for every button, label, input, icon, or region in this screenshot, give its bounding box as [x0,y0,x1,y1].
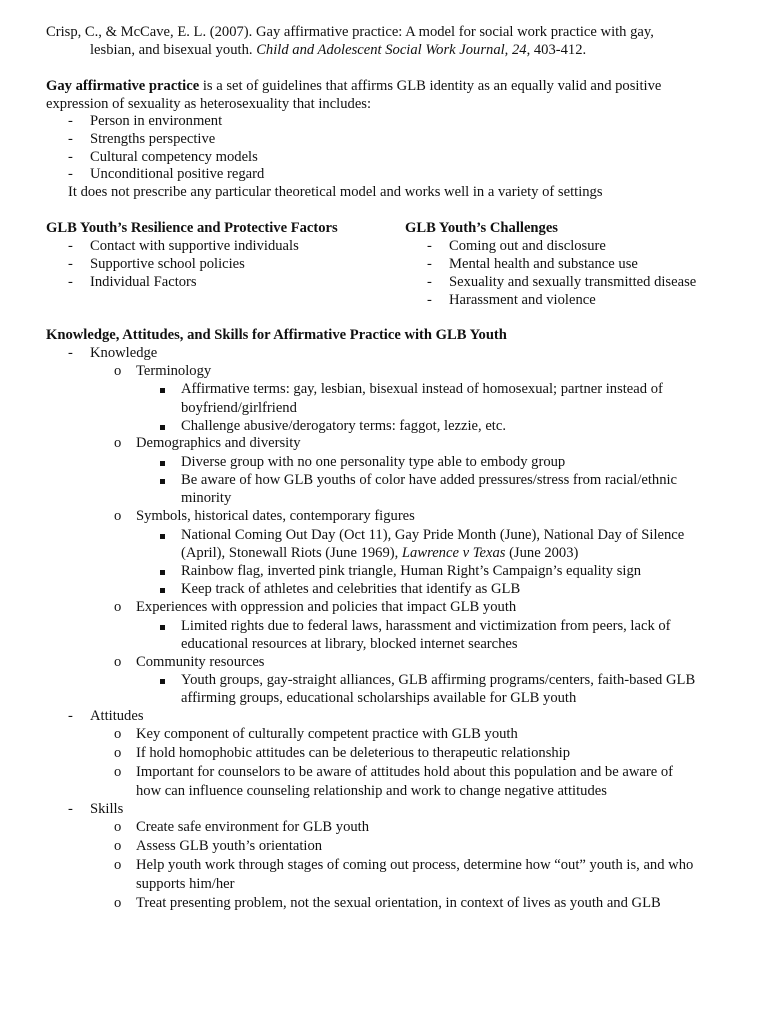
attitudes-item-3-line-2: how can influence counseling relationship and work to change negative attitudes [136,783,607,799]
circle-marker: o [114,895,122,911]
dash-marker: - [68,274,73,290]
dash-marker: - [427,256,432,272]
challenge-item: Mental health and substance use [449,256,638,272]
terminology-bullet-2: Challenge abusive/derogatory terms: faggot, lezzie, etc. [181,418,506,434]
circle-marker: o [114,726,122,742]
symbols-bullet-1-line-2 [181,545,578,563]
community-bullet-line-2: affirming groups, educational scholarships available for GLB youth [181,690,577,706]
dash-marker: - [68,131,73,147]
bullet-square [160,625,165,630]
skills-item-4: Treat presenting problem, not the sexual orientation, in context of lives as youth and GLB [136,895,661,911]
intro-term: Gay affirmative practice [46,78,200,94]
bullet-square [160,479,165,484]
demographics-bullet-2-line-1: Be aware of how GLB youths of color have added pressures/stress from racial/ethnic [181,472,678,488]
attitudes-item-3-line-1: Important for counselors to be aware of attitudes hold about this population and be aware of [136,764,673,780]
bullet-square [160,679,165,684]
circle-marker: o [114,508,122,524]
intro-item: Unconditional positive regard [90,166,265,182]
dash-marker: - [427,274,432,290]
symbols-bullet-3: Keep track of athletes and celebrities that identify as GLB [181,581,521,597]
resilience-heading: GLB Youth’s Resilience and Protective Factors [46,220,338,236]
intro-item: Person in environment [90,113,223,129]
dash-marker: - [68,345,73,361]
attitudes-item-2: If hold homophobic attitudes can be deleterious to therapeutic relationship [136,745,571,761]
kas-heading: Knowledge, Attitudes, and Skills for Affirmative Practice with GLB Youth [46,327,507,343]
challenge-item: Harassment and violence [449,292,596,308]
experiences-bullet-line-2: educational resources at library, blocked internet searches [181,636,518,652]
attitudes-label: Attitudes [90,708,144,724]
skills-item-1: Create safe environment for GLB youth [136,819,370,835]
attitudes-item-1: Key component of culturally competent practice with GLB youth [136,726,518,742]
bullet-square [160,425,165,430]
resilience-item: Individual Factors [90,274,197,290]
dash-marker: - [68,149,73,165]
intro-item: Strengths perspective [90,131,216,147]
experiences-bullet-line-1: Limited rights due to federal laws, harassment and victimization from peers, lack of [181,618,671,634]
citation-line-2 [90,42,586,60]
demographics-label: Demographics and diversity [136,435,301,451]
circle-marker: o [114,819,122,835]
circle-marker: o [114,654,122,670]
intro-note: It does not prescribe any particular theoretical model and works well in a variety of settings [68,184,603,200]
dash-marker: - [68,166,73,182]
demographics-bullet-2-line-2: minority [181,490,232,506]
dash-marker: - [68,801,73,817]
citation-title-end: lesbian, and bisexual youth. [90,42,257,58]
intro-line-1 [46,78,661,96]
symbols-dates: (April), Stonewall Riots (June 1969), [181,545,402,561]
circle-marker: o [114,838,122,854]
community-bullet-line-1: Youth groups, gay-straight alliances, GLB affirming programs/centers, faith-based GLB [181,672,696,688]
bullet-square [160,588,165,593]
circle-marker: o [114,764,122,780]
intro-item: Cultural competency models [90,149,258,165]
bullet-square [160,570,165,575]
bullet-square [160,461,165,466]
symbols-bullet-1-line-1: National Coming Out Day (Oct 11), Gay Pride Month (June), National Day of Silence [181,527,685,543]
dash-marker: - [68,256,73,272]
dash-marker: - [427,238,432,254]
dash-marker: - [68,113,73,129]
circle-marker: o [114,599,122,615]
circle-marker: o [114,857,122,873]
challenge-item: Sexuality and sexually transmitted disease [449,274,697,290]
skills-label: Skills [90,801,124,817]
resilience-item: Contact with supportive individuals [90,238,299,254]
terminology-bullet-1-line-1: Affirmative terms: gay, lesbian, bisexual instead of homosexual; partner instead of [181,381,663,397]
symbols-bullet-2: Rainbow flag, inverted pink triangle, Human Right’s Campaign’s equality sign [181,563,642,579]
bullet-square [160,534,165,539]
dash-marker: - [68,708,73,724]
knowledge-label: Knowledge [90,345,158,361]
resilience-item: Supportive school policies [90,256,245,272]
bullet-square [160,388,165,393]
challenge-item: Coming out and disclosure [449,238,606,254]
court-case-title: Lawrence v Texas [401,545,506,561]
community-label: Community resources [136,654,265,670]
citation-pages: , 403-412. [526,42,587,58]
circle-marker: o [114,745,122,761]
terminology-label: Terminology [136,363,212,379]
circle-marker: o [114,435,122,451]
symbols-label: Symbols, historical dates, contemporary figures [136,508,415,524]
citation-line-1: Crisp, C., & McCave, E. L. (2007). Gay affirmative practice: A model for social work practice with gay, [46,24,654,40]
dash-marker: - [68,238,73,254]
terminology-bullet-1-line-2: boyfriend/girlfriend [181,400,297,416]
skills-item-3-line-1: Help youth work through stages of coming out process, determine how “out” youth is, and who [136,857,694,873]
challenges-heading: GLB Youth’s Challenges [405,220,558,236]
demographics-bullet-1: Diverse group with no one personality type able to embody group [181,454,566,470]
dash-marker: - [427,292,432,308]
intro-line-2: expression of sexuality as heterosexuality that includes: [46,96,372,112]
citation-journal: Child and Adolescent Social Work Journal, 24 [256,42,527,58]
circle-marker: o [114,363,122,379]
intro-definition: is a set of guidelines that affirms GLB identity as an equally valid and positive [199,78,662,94]
experiences-label: Experiences with oppression and policies that impact GLB youth [136,599,517,615]
court-case-date: (June 2003) [505,545,579,561]
skills-item-2: Assess GLB youth’s orientation [136,838,323,854]
skills-item-3-line-2: supports him/her [136,876,235,892]
